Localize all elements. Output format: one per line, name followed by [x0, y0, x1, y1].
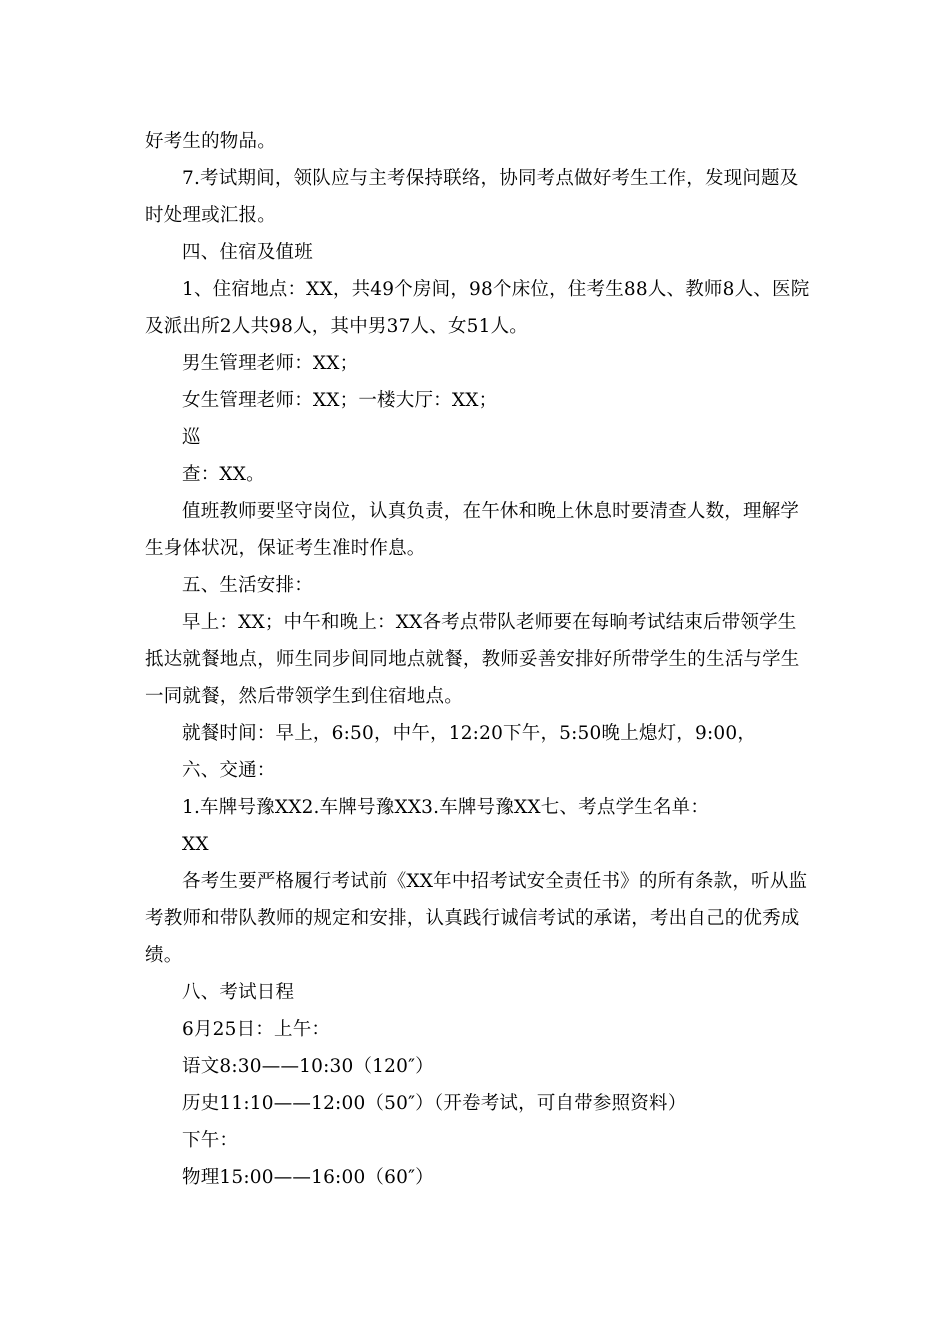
paragraph-patrol-line1: 巡: [182, 427, 201, 448]
section-heading-accommodation: 四、住宿及值班: [182, 242, 313, 263]
paragraph-student-list: XX: [182, 834, 209, 855]
paragraph-date: 6月25日：上午：: [182, 1019, 331, 1040]
paragraph-item-7: 7.考试期间，领队应与主考保持联络，协同考点做好考生工作，发现问题及时处理或汇报。: [145, 168, 799, 226]
paragraph-male-supervisor: 男生管理老师：XX；: [182, 353, 359, 374]
paragraph-meals: 早上：XX；中午和晚上：XX各考点带队老师要在每晌考试结束后带领学生抵达就餐地点，师生同步间同地点就餐，教师妥善安排好所带学生的生活与学生一同就餐，然后带领学生到住宿地点。: [145, 612, 800, 707]
paragraph-accommodation-location: 1、住宿地点：XX，共49个房间，98个床位，住考生88人、教师8人、医院及派出所2人共98人，其中男37人、女51人。: [145, 279, 810, 337]
paragraph-responsibility: 各考生要严格履行考试前《XX年中招考试安全责任书》的所有条款，听从监考教师和带队教师的规定和安排，认真践行诚信考试的承诺，考出自己的优秀成绩。: [145, 871, 808, 966]
document-body: [145, 123, 810, 1196]
paragraph-meal-times: 就餐时间：早上，6:50，中午，12:20下午，5:50晚上熄灯，9:00，: [182, 723, 757, 744]
paragraph-chinese-exam: 语文8:30——10:30（120″）: [182, 1056, 434, 1077]
section-heading-schedule: 八、考试日程: [182, 982, 295, 1003]
section-heading-living: 五、生活安排：: [182, 575, 313, 596]
paragraph-afternoon: 下午：: [182, 1130, 239, 1151]
paragraph-plates: 1.车牌号豫XX2.车牌号豫XX3.车牌号豫XX七、考点学生名单：: [182, 797, 710, 818]
section-heading-transport: 六、交通：: [182, 760, 276, 781]
paragraph-history-exam: 历史11:10——12:00（50″）（开卷考试，可自带参照资料）: [182, 1093, 687, 1114]
paragraph-continuation: 好考生的物品。: [145, 131, 276, 152]
paragraph-patrol-line2: 查：XX。: [182, 464, 265, 485]
paragraph-duty-teachers: 值班教师要坚守岗位，认真负责，在午休和晚上休息时要清查人数，理解学生身体状况，保证考生准时作息。: [145, 501, 800, 559]
paragraph-physics-exam: 物理15:00——16:00（60″）: [182, 1167, 434, 1188]
paragraph-female-supervisor: 女生管理老师：XX；一楼大厅：XX；: [182, 390, 498, 411]
